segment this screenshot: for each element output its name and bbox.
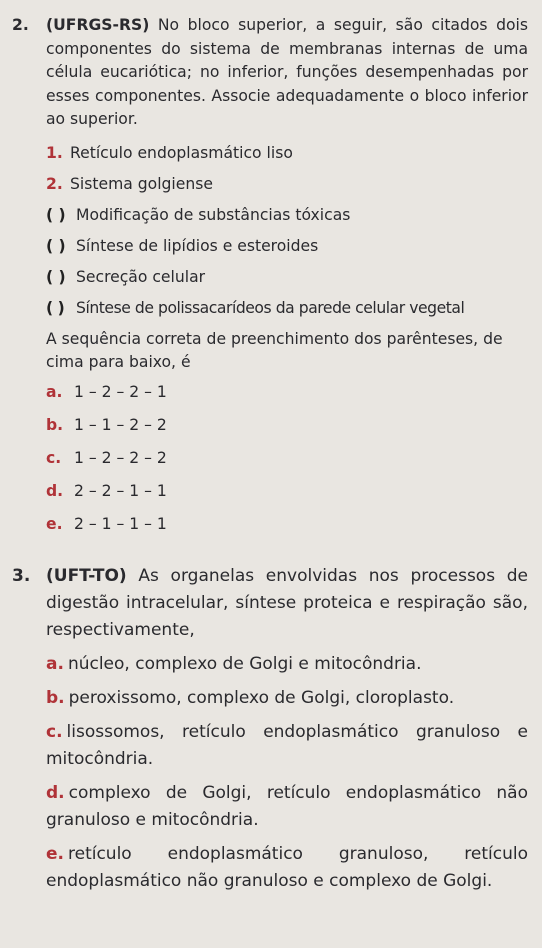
answer-blank: ( ) <box>46 236 66 255</box>
option-text: 1 – 2 – 2 – 2 <box>74 448 167 467</box>
component-item <box>46 138 542 169</box>
answer-blank: ( ) <box>46 267 66 286</box>
option-text: 1 – 1 – 2 – 2 <box>74 415 167 434</box>
component-number: 2. <box>46 174 63 193</box>
option-d[interactable] <box>46 475 542 508</box>
option-e[interactable] <box>46 841 528 895</box>
function-item <box>46 231 542 262</box>
question-2 <box>0 14 542 541</box>
functions-block <box>0 200 542 324</box>
option-letter: b. <box>46 415 64 434</box>
option-c[interactable] <box>46 719 528 773</box>
option-letter: c. <box>46 722 63 742</box>
component-item <box>46 169 542 200</box>
function-item <box>46 293 542 324</box>
option-letter: b. <box>46 688 65 708</box>
sequence-prompt: A sequência correta de preenchimento dos parênteses, de cima para baixo, é <box>46 329 503 371</box>
question-number: 3. <box>12 566 31 586</box>
question-2-stem <box>12 14 528 132</box>
option-text: núcleo, complexo de Golgi e mitocôndria. <box>67 654 422 674</box>
components-block <box>0 138 542 200</box>
question-source: (UFRGS-RS) <box>46 16 150 34</box>
option-letter: a. <box>46 654 64 674</box>
function-label: Síntese de lipídios e esteroides <box>76 236 319 255</box>
option-text: retículo endoplasmático granuloso, retículo endoplasmático não granuloso e complexo de Golgi. <box>46 844 528 891</box>
question-text: No bloco superior, a seguir, são citados dois componentes do sistema de membranas internas de uma célula eucariótica; no inferior, funções desempenhadas por esses componentes. Associe adequadamente o bloco inferior ao superior. <box>46 16 528 129</box>
option-a[interactable] <box>46 651 528 678</box>
option-text: peroxissomo, complexo de Golgi, cloroplasto. <box>68 688 455 708</box>
component-label: Sistema golgiense <box>70 174 213 193</box>
component-label: Retículo endoplasmático liso <box>70 143 293 162</box>
function-label: Secreção celular <box>76 267 206 286</box>
option-text: 2 – 2 – 1 – 1 <box>74 481 167 500</box>
option-letter: d. <box>46 481 64 500</box>
option-text: lisossomos, retículo endoplasmático granuloso e mitocôndria. <box>46 722 528 769</box>
option-letter: c. <box>46 448 62 467</box>
question-2-options <box>0 376 542 541</box>
option-text: 2 – 1 – 1 – 1 <box>74 514 167 533</box>
option-text: complexo de Golgi, retículo endoplasmático não granuloso e mitocôndria. <box>46 783 528 830</box>
option-b[interactable] <box>46 409 542 442</box>
question-number: 2. <box>12 16 29 34</box>
question-source: (UFT-TO) <box>46 566 127 586</box>
question-3-stem <box>12 563 529 644</box>
option-letter: a. <box>46 382 63 401</box>
option-letter: d. <box>46 783 65 803</box>
option-c[interactable] <box>46 442 542 475</box>
option-letter: e. <box>46 844 64 864</box>
component-number: 1. <box>46 143 63 162</box>
function-item <box>46 262 542 293</box>
function-label: Síntese de polissacarídeos da parede celular vegetal <box>76 298 465 317</box>
answer-blank: ( ) <box>46 205 66 224</box>
option-b[interactable] <box>46 685 528 712</box>
option-d[interactable] <box>46 780 528 834</box>
option-e[interactable] <box>46 508 542 541</box>
question-text: As organelas envolvidas nos processos de digestão intracelular, síntese proteica e respiração são, respectivamente, <box>46 566 529 640</box>
function-label: Modificação de substâncias tóxicas <box>76 205 351 224</box>
option-letter: e. <box>46 514 63 533</box>
question-3 <box>0 563 542 895</box>
function-item <box>46 200 542 231</box>
option-text: 1 – 2 – 2 – 1 <box>74 382 167 401</box>
option-a[interactable] <box>46 376 542 409</box>
answer-blank: ( ) <box>46 298 65 317</box>
